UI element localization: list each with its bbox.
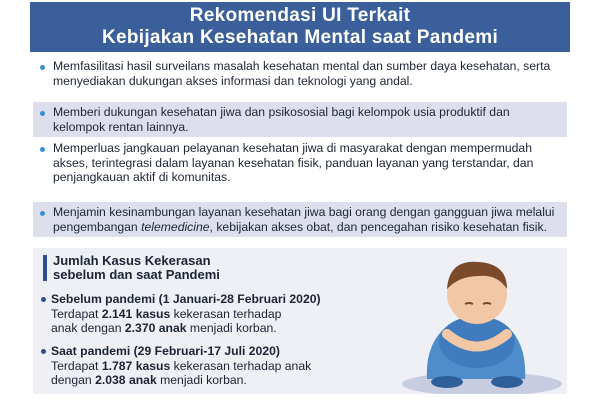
case-text: kekerasan terhadap anak [170,358,312,373]
case-count: 1.787 kasus [101,358,171,373]
bullet-icon [40,65,45,70]
recommendation-item [33,102,567,137]
case-item-during-pandemic [41,344,311,388]
recommendation-text [53,205,554,234]
bullet-icon [41,297,46,302]
recommendation-text: Memberi dukungan kesehatan jiwa dan psikososial bagi kelompok usia produktif dan kelompok rentan lainnya. [53,105,510,134]
case-text: dengan [51,373,96,387]
case-text: menjadi korban. [156,373,247,387]
case-item-before-pandemic [41,292,321,336]
bullet-icon [40,147,45,152]
case-text: Terdapat [51,306,102,321]
infographic-header [30,2,570,52]
title-accent-bar [43,255,47,281]
child-shoe [431,376,463,388]
case-text: anak dengan [51,321,125,335]
recommendation-item [33,56,567,91]
recommendation-text-part: Menjamin kesinambungan layanan kesehatan jiwa bagi orang dengan gangguan jiwa melalui pengembangan [53,205,555,234]
recommendation-item [33,202,567,237]
child-eye [465,303,473,304]
recommendation-text-part: , kebijakan akses obat, dan pencegahan risiko kesehatan fisik. [209,219,547,234]
case-heading: Sebelum pandemi (1 Januari-28 Februari 2020) [51,292,321,306]
child-shoe [491,376,523,388]
case-text: menjadi korban. [186,321,277,335]
cases-title-line1: Jumlah Kasus Kekerasan [53,253,211,268]
victim-count: 2.038 anak [95,373,157,387]
cases-title-line2: sebelum dan saat Pandemi [53,267,220,282]
recommendation-item [33,138,567,188]
case-text: kekerasan terhadap [170,306,282,321]
bullet-icon [40,211,45,216]
header-title-line2: Kebijakan Kesehatan Mental saat Pandemi [101,27,499,48]
sad-child-illustration [387,248,567,394]
child-eye [483,303,491,304]
case-text-line2 [41,321,321,336]
cases-title [53,254,220,282]
telemedicine-term: telemedicine [141,219,210,234]
case-text-line1 [41,359,311,374]
violence-cases-panel [33,248,567,394]
bullet-icon [40,111,45,116]
case-text-line1 [41,307,321,322]
recommendation-text: Memfasilitasi hasil surveilans masalah kesehatan mental dan sumber daya kesehatan, serta menyediakan dukungan akses informasi dan teknologi yang andal. [53,59,551,88]
header-title-line1: Rekomendasi UI Terkait [189,5,411,26]
victim-count: 2.370 anak [124,321,187,335]
recommendation-text: Memperluas jangkauan pelayanan kesehatan jiwa di masyarakat dengan mempermudah akses, terintegrasi dalam layanan kesehatan fisik, panduan layanan yang terstandar, dan penjangkauan aktif di komunitas. [53,141,534,184]
case-heading: Saat pandemi (29 Februari-17 Juli 2020) [51,344,280,358]
case-count: 2.141 kasus [101,306,171,321]
bullet-icon [41,349,46,354]
case-text: Terdapat [51,358,102,373]
case-text-line2 [41,373,311,388]
